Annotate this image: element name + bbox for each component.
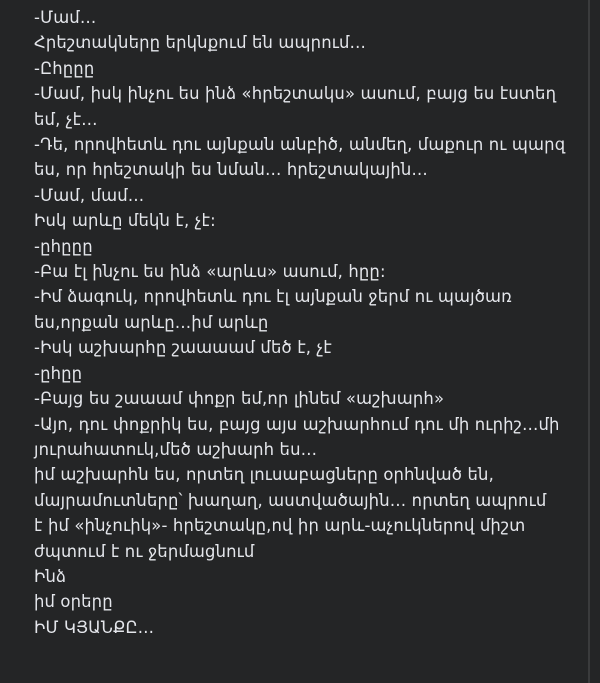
post-line: իմ օրերը (34, 592, 113, 612)
post-line: ես, որ հրեշտակի ես նման… հրեշտակային… (34, 160, 428, 180)
post-line: -Իսկ աշխարհը շաաաամ մեծ է, չէ (34, 338, 332, 358)
post-text (34, 5, 574, 640)
post-line: մայրամուտները՝ խաղաղ, աստվածային… որտեղ ապրում (34, 490, 547, 510)
post-line: Ինձ (34, 566, 67, 586)
post-line: -Մամ… (34, 8, 97, 27)
post-line: -Այո, դու փոքրիկ ես, բայց այս աշխարհում դու մի ուրիշ…մի (34, 414, 560, 434)
post-line: Իսկ արևը մեկն է, չէ: (34, 211, 216, 231)
post-line: -Իմ ձագուկ, որովհետև դու էլ այնքան ջերմ ու պայծառ (34, 287, 512, 307)
post-line: ես,որքան արևը…իմ արևը (34, 312, 269, 332)
post-line: է իմ «ինչուիկ»- հրեշտակը,ով իր արև-աչուկներով միշտ (34, 516, 526, 536)
scroll-edge (588, 0, 590, 683)
post-line: -Մամ, մամ… (34, 185, 145, 205)
post-line: Հրեշտակները երկնքում են ապրում… (34, 33, 367, 53)
post-line: ժպտում է ու ջերմացնում (34, 541, 255, 561)
post-line: ԻՄ ԿՅԱՆՔԸ… (34, 617, 155, 637)
post-line: -ըհըըը (34, 236, 93, 256)
post-line: -Բա էլ ինչու ես ինձ «արևս» ասում, հըը: (34, 262, 386, 282)
post-line: -Բայց ես շաաամ փոքր եմ,որ լինեմ «աշխարհ» (34, 389, 445, 409)
post-line: իմ աշխարհն ես, որտեղ լուսաբացները օրհնված են, (34, 465, 494, 485)
post-line: -Դե, որովհետև դու այնքան անբիծ, անմեղ, մաքուր ու պարզ (34, 135, 566, 155)
post-line: -Մամ, իսկ ինչու ես ինձ «հրեշտակս» ասում, բայց ես էստեղ (34, 84, 557, 104)
post-line: եմ, չէ… (34, 109, 98, 129)
post-line: յուրահատուկ,մեծ աշխարհ ես… (34, 439, 318, 459)
post-line: -Ըհըըը (34, 58, 95, 78)
post-line: -ըհըը (34, 363, 83, 383)
